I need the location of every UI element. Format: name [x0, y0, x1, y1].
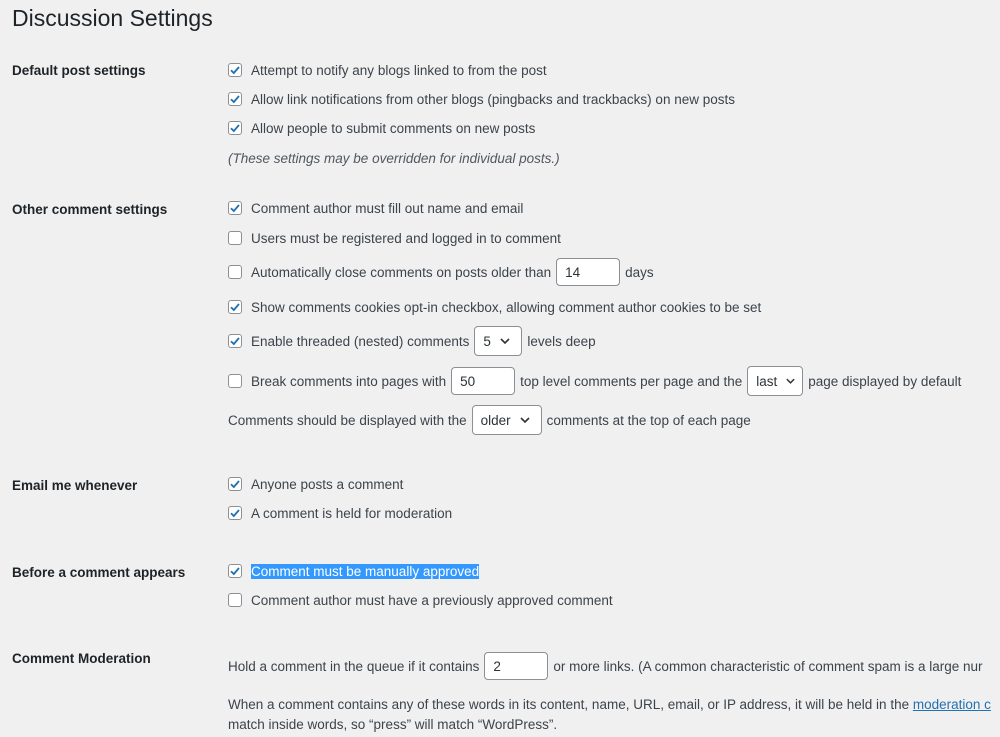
section-label-before-appears: Before a comment appears	[12, 565, 186, 580]
checkbox[interactable]	[228, 265, 242, 279]
checkbox-label: Enable threaded (nested) comments	[251, 333, 470, 349]
checkbox-label: Allow people to submit comments on new posts	[251, 120, 536, 136]
checkbox-label: Automatically close comments on posts older than	[251, 264, 552, 280]
moderation-words-line1: When a comment contains any of these words in its content, name, URL, email, or IP address, it will be held in the	[228, 697, 910, 712]
checkbox-label: Attempt to notify any blogs linked to from the post	[251, 62, 547, 78]
checkbox-row-fill-name[interactable]	[228, 196, 523, 220]
comment-order-select[interactable]	[472, 405, 542, 435]
checkbox[interactable]	[228, 201, 242, 215]
hold-suffix: or more links. (A common characteristic of comment spam is a large nur	[553, 658, 983, 674]
checkbox-row-pingbacks[interactable]	[228, 87, 735, 111]
chevron-down-icon	[499, 335, 511, 347]
checkbox[interactable]	[228, 564, 242, 578]
checkbox-row-threaded[interactable]	[228, 326, 596, 356]
checkbox-label: Comment author must have a previously approved comment	[251, 592, 613, 608]
section-label-email-me: Email me whenever	[12, 478, 138, 493]
override-note: (These settings may be overridden for individual posts.)	[228, 150, 560, 166]
checkmark-icon	[229, 202, 241, 214]
checkmark-icon	[229, 478, 241, 490]
page-title: Discussion Settings	[12, 5, 213, 31]
checkbox-row-paging[interactable]	[228, 366, 961, 396]
comment-order-row	[228, 405, 751, 435]
thread-depth-select[interactable]	[474, 326, 522, 356]
checkbox-row-notify-blogs[interactable]	[228, 58, 547, 82]
checkmark-icon	[229, 64, 241, 76]
moderation-link[interactable]: moderation c	[912, 697, 991, 712]
checkbox-label: Allow link notifications from other blogs (pingbacks and trackbacks) on new posts	[251, 91, 735, 107]
section-label-default-post: Default post settings	[12, 63, 146, 78]
checkbox-row-previously-approved[interactable]	[228, 588, 613, 612]
checkbox[interactable]	[228, 92, 242, 106]
comment-order-suffix: comments at the top of each page	[546, 412, 751, 428]
checkmark-icon	[229, 93, 241, 105]
comment-order-label: Comments should be displayed with the	[228, 412, 467, 428]
checkbox-row-cookies[interactable]	[228, 295, 761, 319]
checkmark-icon	[229, 507, 241, 519]
checkbox[interactable]	[228, 121, 242, 135]
moderation-links-row	[228, 651, 1000, 681]
close-days-input[interactable]: 14	[556, 258, 620, 286]
comments-per-page-input[interactable]: 50	[451, 367, 515, 395]
section-label-other-comment: Other comment settings	[12, 202, 168, 217]
checkbox-label: Show comments cookies opt-in checkbox, allowing comment author cookies to be set	[251, 299, 762, 315]
checkmark-icon	[229, 565, 241, 577]
thread-depth-value: 5	[483, 333, 491, 349]
checkbox[interactable]	[228, 374, 242, 388]
checkbox-label-selected: Comment must be manually approved	[251, 563, 480, 579]
section-label-moderation: Comment Moderation	[12, 651, 151, 666]
checkbox[interactable]	[228, 334, 242, 348]
checkmark-icon	[229, 301, 241, 313]
per-page-label: top level comments per page and the	[520, 373, 743, 389]
default-page-value: last	[756, 373, 778, 389]
checkmark-icon	[229, 335, 241, 347]
checkbox-row-auto-close[interactable]	[228, 257, 654, 287]
checkbox[interactable]	[228, 300, 242, 314]
checkbox-row-manual-approval[interactable]	[228, 559, 479, 583]
chevron-down-icon	[785, 375, 796, 387]
checkbox-label: Break comments into pages with	[251, 373, 447, 389]
days-label: days	[625, 264, 654, 280]
moderation-words-line2: match inside words, so “press” will match “WordPress”.	[228, 717, 558, 732]
default-page-select[interactable]	[747, 366, 803, 396]
checkbox-row-held-moderation[interactable]	[228, 501, 452, 525]
comment-order-value: older	[480, 412, 511, 428]
moderation-links-input[interactable]: 2	[484, 652, 548, 680]
checkbox-label: Anyone posts a comment	[251, 476, 404, 492]
checkbox-row-anyone-posts[interactable]	[228, 472, 403, 496]
checkbox-row-registered[interactable]	[228, 226, 561, 250]
checkbox[interactable]	[228, 593, 242, 607]
checkbox[interactable]	[228, 506, 242, 520]
checkbox[interactable]	[228, 63, 242, 77]
moderation-words-text	[228, 695, 1000, 735]
page-default-label: page displayed by default	[808, 373, 962, 389]
levels-deep-label: levels deep	[527, 333, 596, 349]
checkbox-label: Users must be registered and logged in to comment	[251, 230, 561, 246]
checkbox-row-allow-comments[interactable]	[228, 116, 535, 140]
checkbox-label: A comment is held for moderation	[251, 505, 453, 521]
checkmark-icon	[229, 122, 241, 134]
checkbox[interactable]	[228, 477, 242, 491]
hold-label: Hold a comment in the queue if it contains	[228, 658, 480, 674]
chevron-down-icon	[519, 414, 531, 426]
checkbox[interactable]	[228, 231, 242, 245]
checkbox-label: Comment author must fill out name and email	[251, 200, 524, 216]
